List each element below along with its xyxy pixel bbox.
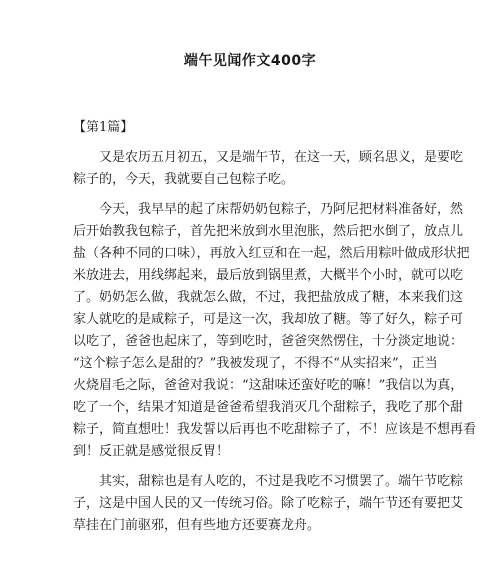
text-line: 盐（各种不同的口味），再放入红豆和在一起，然后用粽叶做成形状把 xyxy=(73,246,470,261)
section-heading: 【第1篇】 xyxy=(73,120,134,135)
text-line: 米放进去，用线绑起来，最后放到锅里煮，大概半个小时，就可以吃 xyxy=(73,268,464,283)
text-line: 又是农历五月初五，又是端午节，在这一天，顾名思义，是要吃 xyxy=(73,150,464,165)
text-line: 粽子，简直想吐！我发誓以后再也不吃甜粽子了，不！应该是不想再看 xyxy=(73,422,477,437)
text-line: 其实，甜粽也是有人吃的，不过是我吃不习惯罢了。端午节吃粽 xyxy=(73,474,464,489)
text-line: 草挂在门前驱邪，但有些地方还要赛龙舟。 xyxy=(73,518,321,533)
page-title: 端午见闻作文400字 xyxy=(183,53,317,69)
text-line: 子，这是中国人民的又一传统习俗。除了吃粽子，端午节还有要把艾 xyxy=(73,496,464,511)
text-line: 后开始教我包粽子，首先把米放到水里泡胀，然后把水倒了，放点儿 xyxy=(73,224,464,239)
paragraph-3 xyxy=(73,471,464,537)
text-line: 吃了一个，结果才知道是爸爸希望我消灭几个甜粽子，我吃了那个甜 xyxy=(73,400,464,415)
essay-body xyxy=(73,147,477,545)
paragraph-2 xyxy=(73,199,477,463)
text-line: 火烧眉毛之际，爸爸对我说：“这甜味还蛮好吃的嘛！”我信以为真， xyxy=(73,378,464,393)
text-line: 到！反正就是感觉很反胃！ xyxy=(73,444,230,459)
paragraph-1 xyxy=(73,147,464,191)
text-line: 家人就吃的是咸粽子，可是这一次，我却放了糖。等了好久，粽子可 xyxy=(73,312,464,327)
text-line: 以吃了，爸爸也起床了，等到吃时，爸爸突然愣住，十分淡定地说： xyxy=(73,334,464,349)
text-line: 今天，我早早的起了床帮奶奶包粽子，乃阿尼把材料准备好，然 xyxy=(73,202,464,217)
text-line: 了。奶奶怎么做，我就怎么做，不过，我把盐放成了糖，本来我们这 xyxy=(73,290,464,305)
text-line: “这个粽子怎么是甜的？”我被发现了，不得不“从实招来”，正当 xyxy=(73,356,438,371)
text-line: 粽子的，今天，我就要自己包粽子吃。 xyxy=(73,172,295,187)
